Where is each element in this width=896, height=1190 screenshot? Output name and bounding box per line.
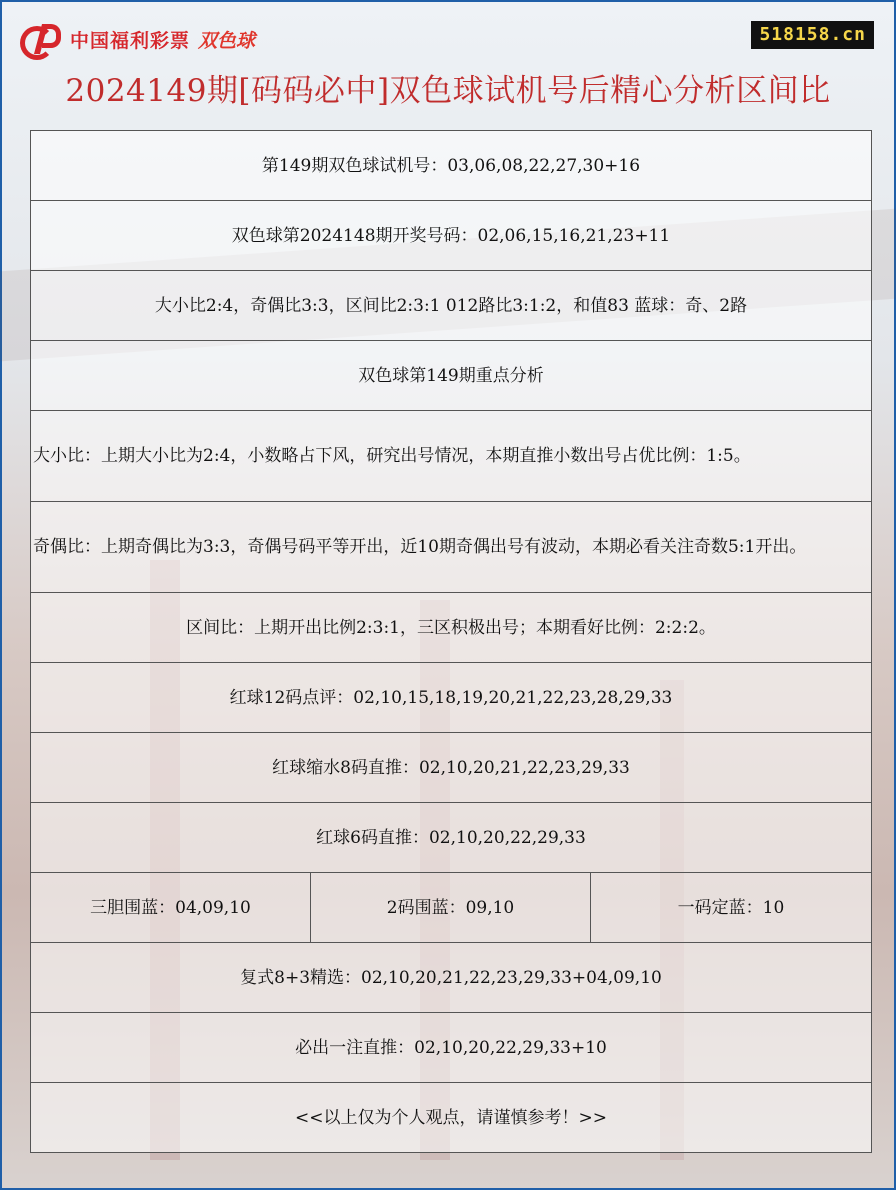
table-row bbox=[31, 733, 872, 803]
header bbox=[0, 0, 896, 130]
odd-even-cell: 奇偶比：上期奇偶比为3:3，奇偶号码平等开出，近10期奇偶出号有波动，本期必看关注奇数5:1开出。 bbox=[31, 502, 872, 593]
table-row bbox=[31, 201, 872, 271]
red12-cell: 红球12码点评：02,10,15,18,19,20,21,22,23,28,29,33 bbox=[31, 663, 872, 733]
table-row bbox=[31, 943, 872, 1013]
table-row bbox=[31, 341, 872, 411]
table-row bbox=[31, 593, 872, 663]
zone-ratio-cell: 区间比：上期开出比例2:3:1，三区积极出号；本期看好比例：2:2:2。 bbox=[31, 593, 872, 663]
table-row bbox=[31, 131, 872, 201]
red8-cell: 红球缩水8码直推：02,10,20,21,22,23,29,33 bbox=[31, 733, 872, 803]
table-row bbox=[31, 411, 872, 502]
lottery-logo bbox=[20, 22, 255, 56]
last-draw-cell: 双色球第2024148期开奖号码：02,06,15,16,21,23+11 bbox=[31, 201, 872, 271]
cwl-logo-icon bbox=[20, 22, 64, 56]
blue1-cell: 一码定蓝：10 bbox=[591, 873, 872, 943]
logo-text: 中国福利彩票 bbox=[70, 30, 191, 52]
table-row bbox=[31, 663, 872, 733]
blue3-cell: 三胆围蓝：04,09,10 bbox=[31, 873, 311, 943]
analysis-table bbox=[30, 130, 872, 1153]
blue2-cell: 2码围蓝：09,10 bbox=[311, 873, 591, 943]
table-row bbox=[31, 1013, 872, 1083]
table-row bbox=[31, 873, 872, 943]
single-cell: 必出一注直推：02,10,20,22,29,33+10 bbox=[31, 1013, 872, 1083]
logo-subtext: 双色球 bbox=[198, 30, 256, 52]
table-row bbox=[31, 1083, 872, 1153]
ratios-cell: 大小比2:4，奇偶比3:3，区间比2:3:1 012路比3:1:2，和值83 蓝球：奇、2路 bbox=[31, 271, 872, 341]
combo-cell: 复式8+3精选：02,10,20,21,22,23,29,33+04,09,10 bbox=[31, 943, 872, 1013]
disclaimer-cell: <<以上仅为个人观点，请谨慎参考！>> bbox=[31, 1083, 872, 1153]
red6-cell: 红球6码直推：02,10,20,22,29,33 bbox=[31, 803, 872, 873]
table-row bbox=[31, 502, 872, 593]
table-row bbox=[31, 803, 872, 873]
test-numbers-cell: 第149期双色球试机号：03,06,08,22,27,30+16 bbox=[31, 131, 872, 201]
analysis-heading-cell: 双色球第149期重点分析 bbox=[31, 341, 872, 411]
site-badge[interactable]: 518158.cn bbox=[751, 21, 874, 49]
size-ratio-cell: 大小比：上期大小比为2:4，小数略占下风，研究出号情况，本期直推小数出号占优比例：1:5。 bbox=[31, 411, 872, 502]
table-row bbox=[31, 271, 872, 341]
page-title: 2024149期[码码必中]双色球试机号后精心分析区间比 bbox=[65, 73, 831, 109]
